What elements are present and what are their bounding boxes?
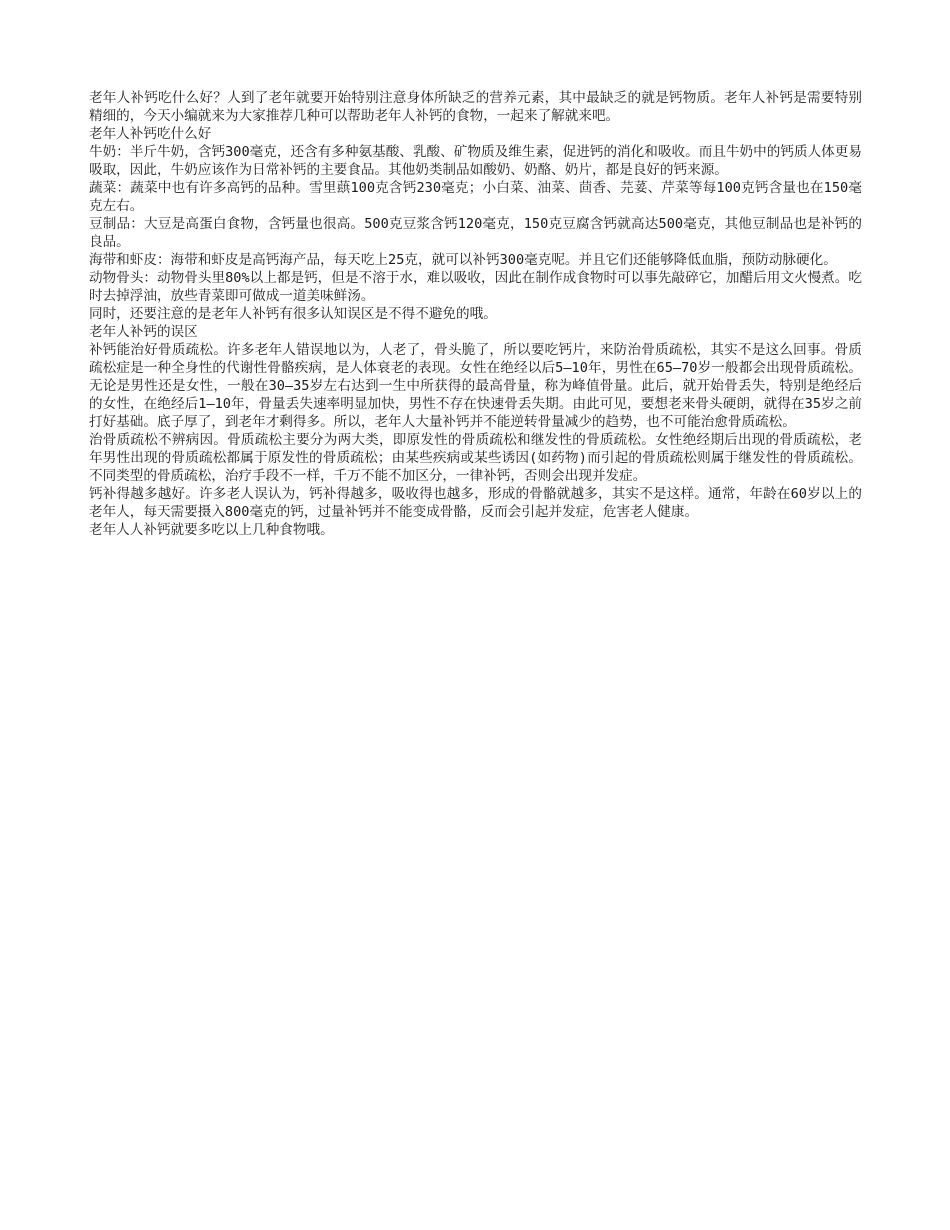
document-body	[89, 89, 862, 539]
intro-paragraph: 老年人补钙吃什么好？人到了老年就要开始特别注意身体所缺乏的营养元素，其中最缺乏的就是钙物质。老年人补钙是需要特别精细的，今天小编就来为大家推荐几种可以帮助老年人补钙的食物，一起来了解就来吧。	[89, 90, 862, 124]
myth-paragraph-1: 补钙能治好骨质疏松。许多老年人错误地以为，人老了，骨头脆了，所以要吃钙片，来防治骨质疏松，其实不是这么回事。骨质疏松症是一种全身性的代谢性骨骼疾病，是人体衰老的表现。女性在绝经以后5—10年，男性在65—70岁一般都会出现骨质疏松。无论是男性还是女性，一般在30—35岁左右达到一生中所获得的最高骨量，称为峰值骨量。此后，就开始骨丢失，特别是绝经后的女性，在绝经后1—10年，骨量丢失速率明显加快，男性不存在快速骨丢失期。由此可见，要想老来骨头硬朗，就得在35岁之前打好基础。底子厚了，到老年才剩得多。所以，老年人大量补钙并不能逆转骨量减少的趋势，也不可能治愈骨质疏松。	[89, 342, 862, 430]
section-heading-myths: 老年人补钙的误区	[89, 324, 198, 340]
conclusion-paragraph: 老年人人补钙就要多吃以上几种食物哦。	[89, 522, 334, 538]
myth-paragraph-2: 治骨质疏松不辨病因。骨质疏松主要分为两大类，即原发性的骨质疏松和继发性的骨质疏松。女性绝经期后出现的骨质疏松，老年男性出现的骨质疏松都属于原发性的骨质疏松；由某些疾病或某些诱因(如药物)而引起的骨质疏松则属于继发性的骨质疏松。不同类型的骨质疏松，治疗手段不一样，千万不能不加区分，一律补钙，否则会出现并发症。	[89, 432, 862, 484]
section-heading-foods: 老年人补钙吃什么好	[89, 126, 212, 142]
soy-paragraph: 豆制品：大豆是高蛋白食物，含钙量也很高。500克豆浆含钙120毫克，150克豆腐含钙就高达500毫克，其他豆制品也是补钙的良品。	[89, 216, 862, 250]
seaweed-paragraph: 海带和虾皮：海带和虾皮是高钙海产品，每天吃上25克，就可以补钙300毫克呢。并且它们还能够降低血脂，预防动脉硬化。	[89, 252, 837, 268]
milk-paragraph: 牛奶：半斤牛奶，含钙300毫克，还含有多种氨基酸、乳酸、矿物质及维生素，促进钙的消化和吸收。而且牛奶中的钙质人体更易吸取，因此，牛奶应该作为日常补钙的主要食品。其他奶类制品如酸奶、奶酪、奶片，都是良好的钙来源。	[89, 144, 862, 178]
myth-paragraph-3: 钙补得越多越好。许多老人误认为，钙补得越多，吸收得也越多，形成的骨骼就越多，其实不是这样。通常，年龄在60岁以上的老年人，每天需要摄入800毫克的钙，过量补钙并不能变成骨骼，反而会引起并发症，危害老人健康。	[89, 486, 862, 520]
vegetables-paragraph: 蔬菜：蔬菜中也有许多高钙的品种。雪里蕻100克含钙230毫克；小白菜、油菜、茴香、芫荽、芹菜等每100克钙含量也在150毫克左右。	[89, 180, 862, 214]
transition-paragraph: 同时，还要注意的是老年人补钙有很多认知误区是不得不避免的哦。	[89, 306, 497, 322]
bones-paragraph: 动物骨头：动物骨头里80%以上都是钙，但是不溶于水，难以吸收，因此在制作成食物时可以事先敲碎它，加醋后用文火慢煮。吃时去掉浮油，放些青菜即可做成一道美味鲜汤。	[89, 270, 862, 304]
